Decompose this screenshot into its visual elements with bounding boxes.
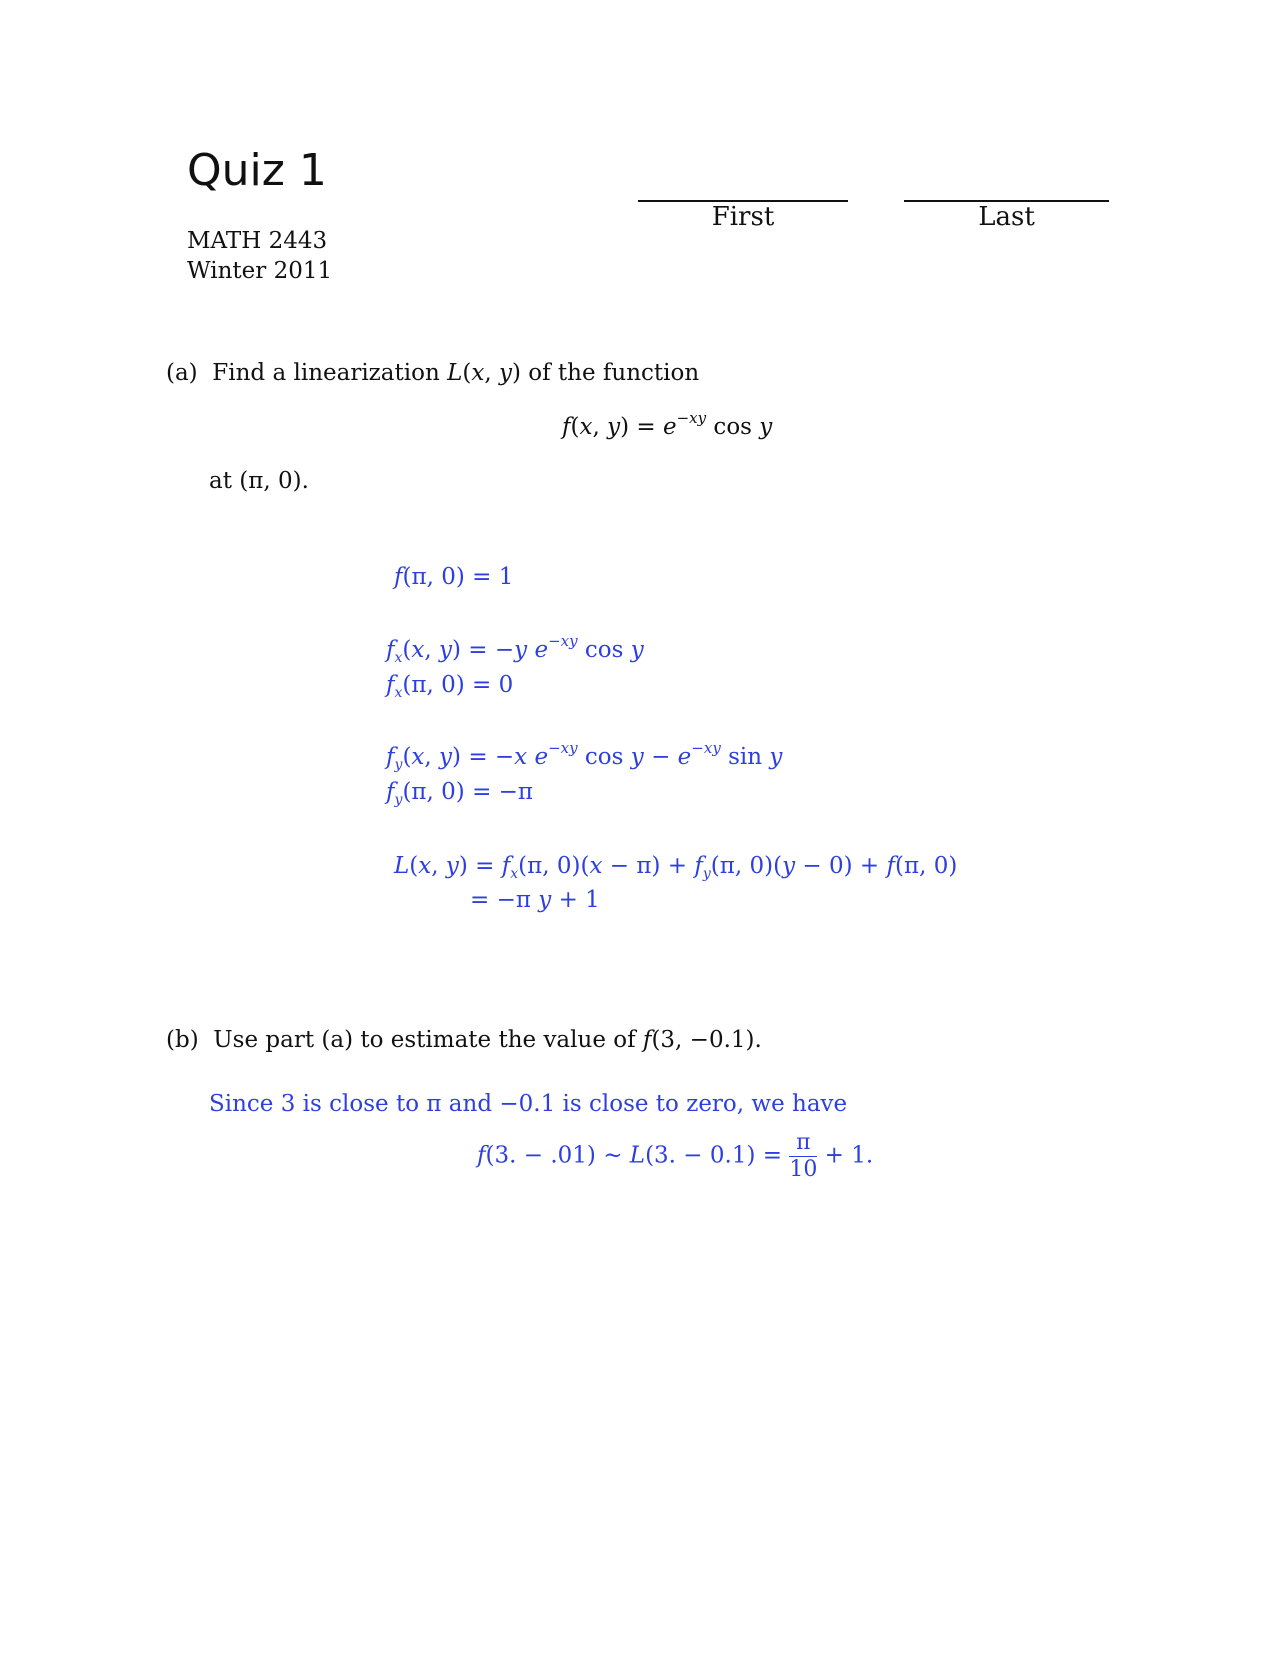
solution-fx-at-point: $f_x(\pi$, 0) = 0: [386, 672, 514, 701]
pi-over-ten-fraction: $\frac{\pi}{10}$: [789, 1130, 818, 1182]
solution-linearization: L(x, $y) = f_x(\pi$, $0)(x - \pi) + f_y(\pi$, 0)(y − 0) + f(π, 0): [394, 853, 958, 882]
solution-f-at-point: f(π, 0) = 1: [394, 564, 514, 590]
solution-fx: $f_x(x$, y) = −y $e^{-xy}$ cos y: [386, 632, 644, 666]
solution-fy: $f_y(x$, y) = −x $e^{-xy}$ $\cos y - e^{-xy}$ sin y: [386, 739, 783, 773]
solution-linearization-result: = −π y + 1: [470, 887, 600, 913]
part-b-solution-text: Since 3 is close to π and −0.1 is close to zero, we have: [209, 1091, 848, 1117]
part-b-prompt: (b) Use part (a) to estimate the value of f(3, −0.1).: [166, 1027, 762, 1053]
part-a-label: (a): [166, 360, 198, 386]
course-info: [187, 226, 332, 286]
course-code: MATH 2443: [187, 228, 328, 254]
page-title: Quiz 1: [187, 145, 327, 196]
course-term: Winter 2011: [187, 258, 333, 284]
part-a-prompt: (a) Find a linearization L(x, y) of the function: [166, 360, 700, 386]
part-b-estimate: f(3. − .01) ∼ L(3. − 0.1) = $\frac{\pi}{10}$ + 1.: [477, 1130, 874, 1182]
function-equation: f(x, $y) = e^{-xy}$ cos y: [562, 409, 773, 440]
solution-fy-at-point: $f_y(\pi$, 0) = −π: [386, 779, 534, 808]
part-a-point: at (π, 0).: [209, 468, 309, 494]
last-name-label: Last: [978, 202, 1035, 232]
part-b-label: (b): [166, 1027, 199, 1053]
first-name-label: First: [711, 202, 775, 232]
